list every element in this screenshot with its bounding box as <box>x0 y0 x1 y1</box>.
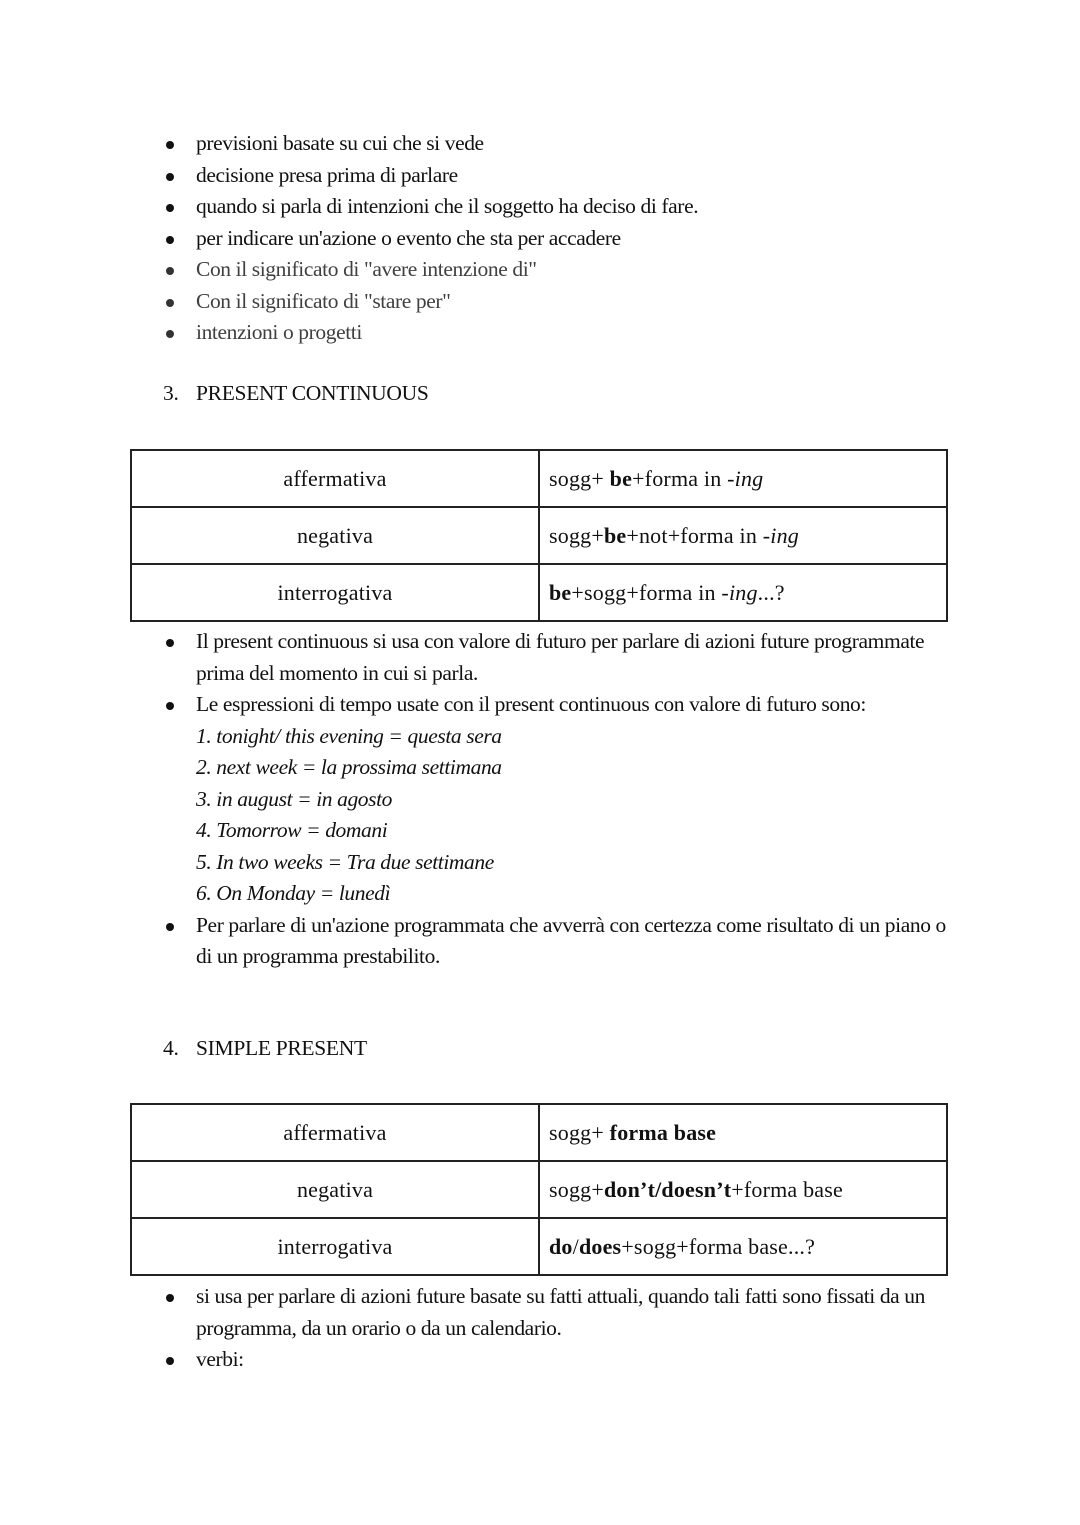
row-form: sogg+don’t/doesn’t+forma base <box>539 1161 947 1218</box>
table-row <box>131 1104 947 1161</box>
row-form: do/does+sogg+forma base...? <box>539 1218 947 1275</box>
section-heading-present-continuous <box>163 381 429 406</box>
section-heading-simple-present <box>163 1036 367 1061</box>
list-item: verbi: <box>163 1344 953 1376</box>
list-item <box>163 689 953 910</box>
list-item: Con il significato di "stare per" <box>163 286 953 318</box>
time-expression: 6. On Monday = lunedì <box>196 881 391 905</box>
section-number: 4. <box>163 1036 179 1060</box>
time-expressions-list <box>196 721 953 910</box>
time-expression: 5. In two weeks = Tra due settimane <box>196 849 494 874</box>
time-expression: 3. in august = in agosto <box>196 786 393 811</box>
list-item: quando si parla di intenzioni che il soggetto ha deciso di fare. <box>163 191 953 223</box>
list-item: intenzioni o progetti <box>163 317 953 349</box>
row-label: negativa <box>131 1161 539 1218</box>
row-form: be+sogg+forma in -ing...? <box>539 564 947 621</box>
simple-present-table <box>130 1103 948 1276</box>
row-label: interrogativa <box>131 564 539 621</box>
time-expression: 4. Tomorrow = domani <box>196 818 388 842</box>
section-title: SIMPLE PRESENT <box>196 1036 367 1060</box>
time-expression: 2. next week = la prossima settimana <box>196 755 502 779</box>
row-form: sogg+ be+forma in -ing <box>539 450 947 507</box>
section-number: 3. <box>163 381 179 405</box>
list-item: previsioni basate su cui che si vede <box>163 128 953 160</box>
row-label: interrogativa <box>131 1218 539 1275</box>
row-form: sogg+ forma base <box>539 1104 947 1161</box>
time-expression: 1. tonight/ this evening = questa sera <box>196 723 502 748</box>
row-label: negativa <box>131 507 539 564</box>
intro-bullet-list <box>163 128 953 349</box>
list-item: si usa per parlare di azioni future basate su fatti attuali, quando tali fatti sono fissati da un programma, da un orario o da un calendario. <box>163 1281 953 1344</box>
table-row <box>131 450 947 507</box>
list-item-text: Le espressioni di tempo usate con il present continuous con valore di futuro sono: <box>196 692 866 716</box>
present-continuous-bullet-list <box>163 626 953 973</box>
table-row <box>131 507 947 564</box>
present-continuous-table <box>130 449 948 622</box>
table-row <box>131 564 947 621</box>
section-title: PRESENT CONTINUOUS <box>196 381 429 405</box>
simple-present-bullet-list <box>163 1281 953 1376</box>
table-row <box>131 1161 947 1218</box>
list-item: Il present continuous si usa con valore di futuro per parlare di azioni future programmate prima del momento in cui si parla. <box>163 626 953 689</box>
list-item: Con il significato di "avere intenzione di" <box>163 254 953 286</box>
list-item: decisione presa prima di parlare <box>163 160 953 192</box>
row-label: affermativa <box>131 1104 539 1161</box>
row-form: sogg+be+not+forma in -ing <box>539 507 947 564</box>
list-item: Per parlare di un'azione programmata che avverrà con certezza come risultato di un piano o di un programma prestabilito. <box>163 910 953 973</box>
row-label: affermativa <box>131 450 539 507</box>
table-row <box>131 1218 947 1275</box>
list-item: per indicare un'azione o evento che sta per accadere <box>163 223 953 255</box>
